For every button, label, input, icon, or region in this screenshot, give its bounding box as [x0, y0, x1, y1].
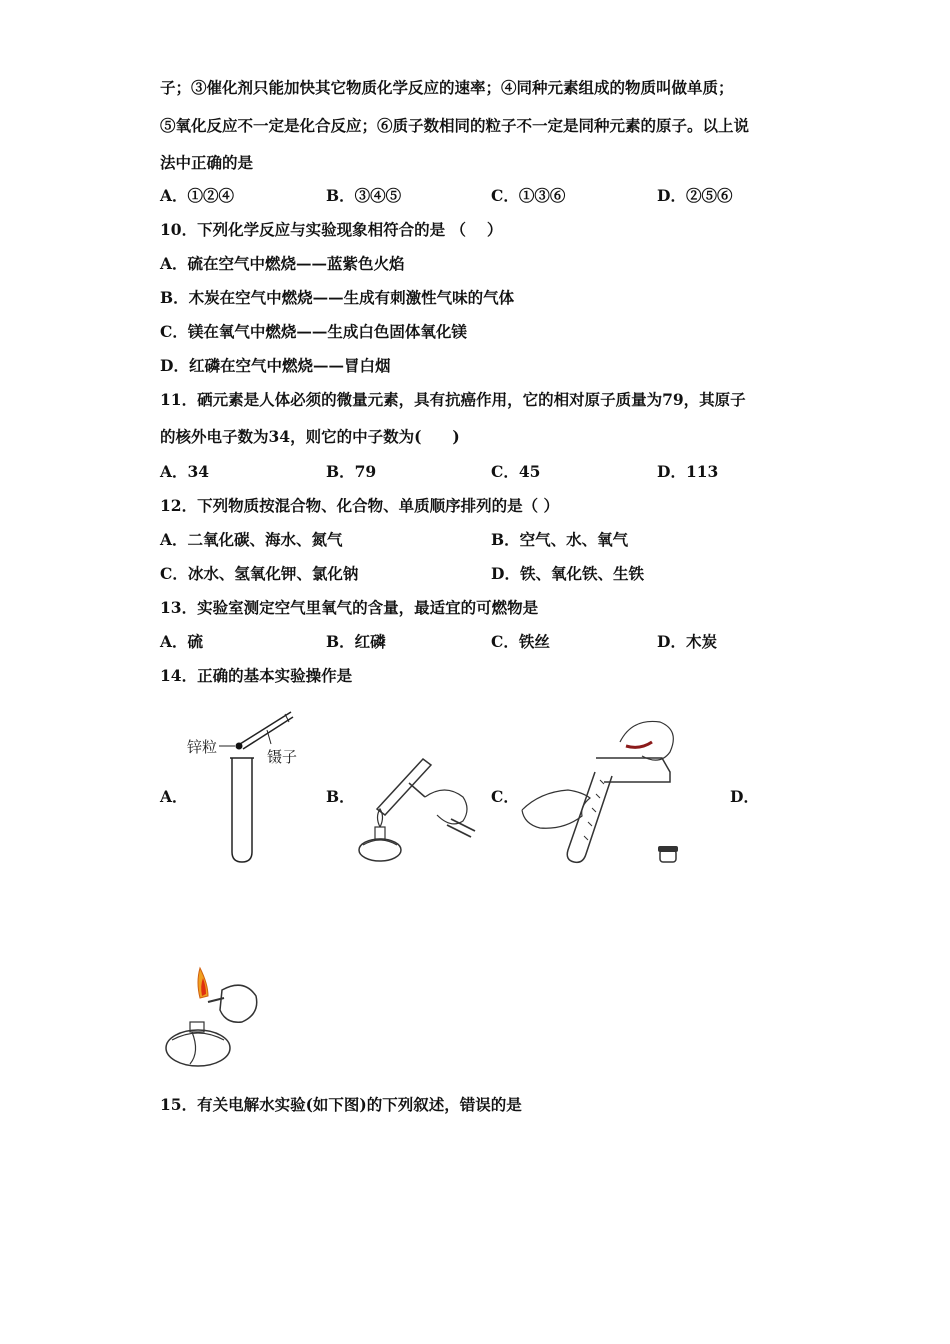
label-zinc: 锌粒	[187, 738, 218, 756]
q9-line-3: 法中正确的是	[160, 153, 254, 172]
q10-stem: 10．下列化学反应与实验现象相符合的是 （ ）	[160, 220, 503, 239]
q13-option-d[interactable]: D．木炭	[657, 632, 717, 651]
q14-stem: 14．正确的基本实验操作是	[160, 666, 353, 685]
q12-option-b[interactable]: B．空气、水、氧气	[491, 530, 629, 549]
q11-option-c[interactable]: C．45	[491, 462, 541, 481]
q9-option-b[interactable]: B．③④⑤	[326, 186, 402, 205]
q12-option-d[interactable]: D．铁、氧化铁、生铁	[491, 564, 644, 583]
q10-option-b[interactable]: B．木炭在空气中燃烧——生成有刺激性气味的气体	[160, 288, 515, 307]
q11-option-d[interactable]: D．113	[657, 462, 719, 481]
q14-option-c[interactable]: C．	[491, 787, 519, 806]
q9-option-d[interactable]: D．②⑤⑥	[657, 186, 733, 205]
figure-a-zinc-tweezers	[185, 700, 305, 870]
q11-option-b[interactable]: B．79	[326, 462, 377, 481]
q15-stem: 15．有关电解水实验(如下图)的下列叙述，错误的是	[160, 1095, 522, 1114]
q11-line-2: 的核外电子数为34，则它的中子数为( )	[160, 427, 460, 446]
figure-d-lighting-lamp	[160, 962, 270, 1074]
label-tweezers: 镊子	[267, 748, 298, 766]
q9-option-c[interactable]: C．①③⑥	[491, 186, 566, 205]
figure-c-pouring-liquid	[520, 712, 690, 867]
q14-option-d[interactable]: D．	[730, 787, 759, 806]
q14-option-a[interactable]: A．	[160, 787, 188, 806]
q9-line-1: 子；③催化剂只能加快其它物质化学反应的速率；④同种元素组成的物质叫做单质；	[160, 78, 734, 97]
q9-option-a[interactable]: A．①②④	[160, 186, 235, 205]
q13-option-c[interactable]: C．铁丝	[491, 632, 550, 651]
q12-option-a[interactable]: A．二氧化碳、海水、氮气	[160, 530, 343, 549]
q10-option-a[interactable]: A．硫在空气中燃烧——蓝紫色火焰	[160, 254, 405, 273]
q10-option-c[interactable]: C．镁在氧气中燃烧——生成白色固体氧化镁	[160, 322, 467, 341]
q11-line-1: 11．硒元素是人体必须的微量元素，具有抗癌作用，它的相对原子质量为79，其原子	[160, 390, 746, 409]
q13-stem: 13．实验室测定空气里氧气的含量，最适宜的可燃物是	[160, 598, 539, 617]
q10-option-d[interactable]: D．红磷在空气中燃烧——冒白烟	[160, 356, 391, 375]
q12-option-c[interactable]: C．冰水、氢氧化钾、氯化钠	[160, 564, 359, 583]
q9-line-2: ⑤氧化反应不一定是化合反应；⑥质子数相同的粒子不一定是同种元素的原子。以上说	[160, 116, 750, 135]
q12-stem: 12．下列物质按混合物、化合物、单质顺序排列的是（ ）	[160, 496, 559, 515]
q14-option-b[interactable]: B．	[326, 787, 355, 806]
q11-option-a[interactable]: A．34	[160, 462, 210, 481]
q13-option-b[interactable]: B．红磷	[326, 632, 386, 651]
figure-b-heating-tube	[355, 745, 485, 870]
q13-option-a[interactable]: A．硫	[160, 632, 204, 651]
